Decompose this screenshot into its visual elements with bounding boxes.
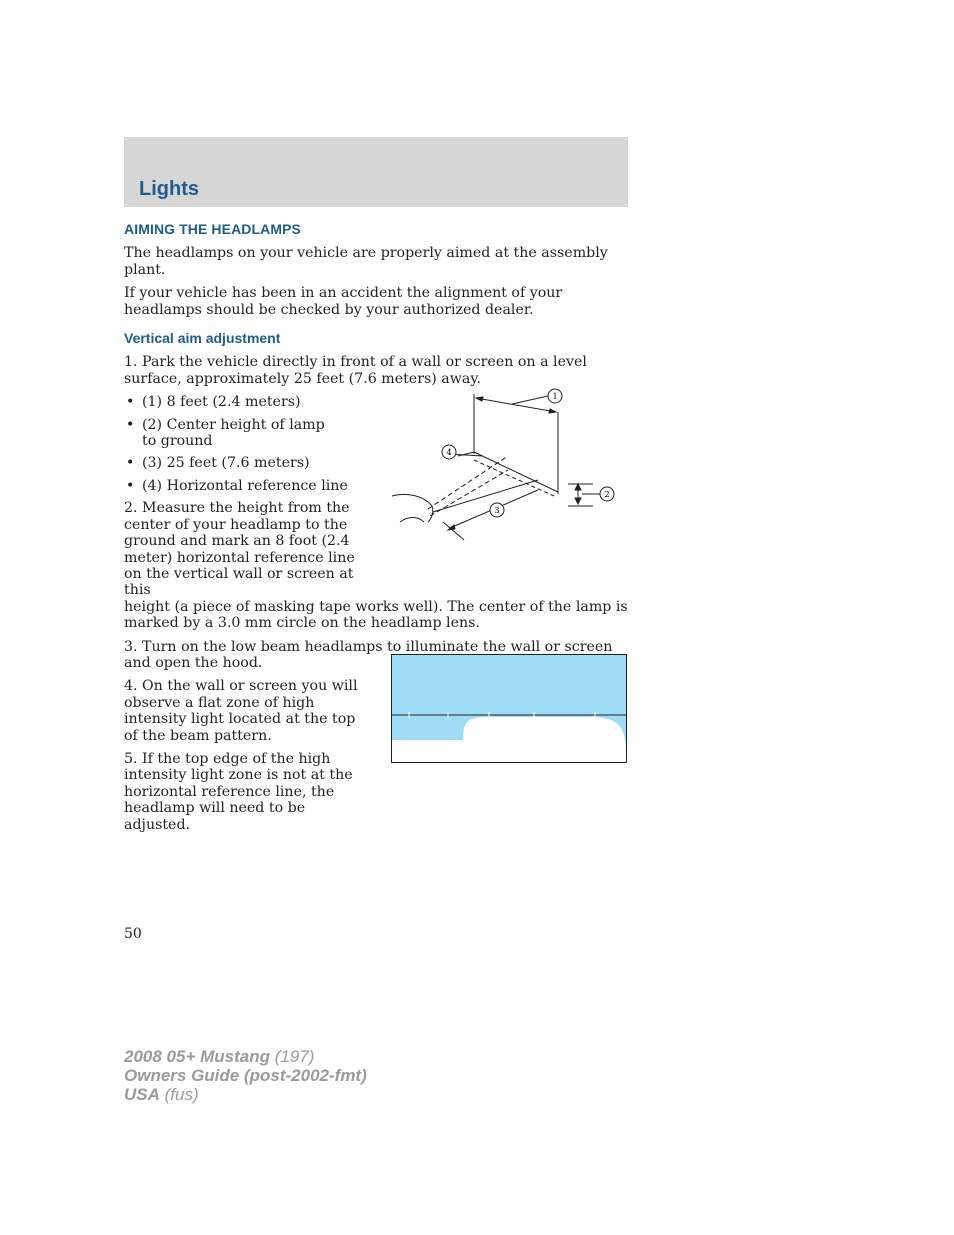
- step-5: 5. If the top edge of the high intensity light zone is not at the horizontal reference line, the headlamp will need to be adjusted.: [124, 750, 353, 833]
- step-2-continued: height (a piece of masking tape works well). The center of the lamp is marked by a 3.0 mm circle on the headlamp lens.: [124, 598, 628, 632]
- step-4: 4. On the wall or screen you will observe a flat zone of high intensity light located at the top of the beam pattern.: [124, 678, 358, 744]
- svg-text:4: 4: [446, 448, 452, 457]
- footer-market-code: (fus): [164, 1085, 199, 1104]
- list-item: • (3) 25 feet (7.6 meters): [124, 455, 354, 471]
- footer-model-code: (197): [274, 1047, 315, 1066]
- document-footer: [124, 1047, 367, 1104]
- callout-1: [548, 389, 562, 403]
- callout-3: [490, 503, 504, 517]
- main-heading: AIMING THE HEADLAMPS: [124, 221, 301, 237]
- step-3: 3. Turn on the low beam headlamps to illuminate the wall or screen and open the hood.: [124, 638, 613, 671]
- intro-paragraph-2: If your vehicle has been in an accident the alignment of your headlamps should be checked by your authorized dealer.: [124, 285, 563, 318]
- footer-market: USA: [124, 1085, 160, 1104]
- section-header-band: [124, 137, 628, 207]
- svg-text:2: 2: [604, 490, 610, 499]
- svg-text:1: 1: [552, 392, 558, 401]
- step-1: 1. Park the vehicle directly in front of a wall or screen on a level surface, approximately 25 feet (7.6 meters) away.: [124, 354, 587, 387]
- page-number: 50: [124, 926, 142, 942]
- callout-2: [600, 487, 614, 501]
- step-2-wrapped: 2. Measure the height from the center of your headlamp to the ground and mark an 8 foot (2.4 meter) horizontal reference line on the vertical wall or screen at this: [124, 500, 355, 599]
- aiming-diagram: [388, 384, 628, 549]
- callout-4: [442, 445, 456, 459]
- list-item: • (2) Center height of lamp to ground: [124, 417, 332, 450]
- section-title: Lights: [139, 178, 199, 200]
- sub-heading: Vertical aim adjustment: [124, 330, 281, 347]
- footer-model: 2008 05+ Mustang: [124, 1047, 270, 1066]
- measurement-list: [124, 394, 354, 494]
- list-item: • (4) Horizontal reference line: [124, 478, 354, 494]
- list-item: • (1) 8 feet (2.4 meters): [124, 394, 354, 410]
- svg-text:3: 3: [494, 506, 500, 515]
- footer-guide: Owners Guide (post-2002-fmt): [124, 1066, 367, 1085]
- beam-pattern-figure: [391, 654, 627, 763]
- intro-paragraph-1: The headlamps on your vehicle are properly aimed at the assembly plant.: [124, 245, 608, 278]
